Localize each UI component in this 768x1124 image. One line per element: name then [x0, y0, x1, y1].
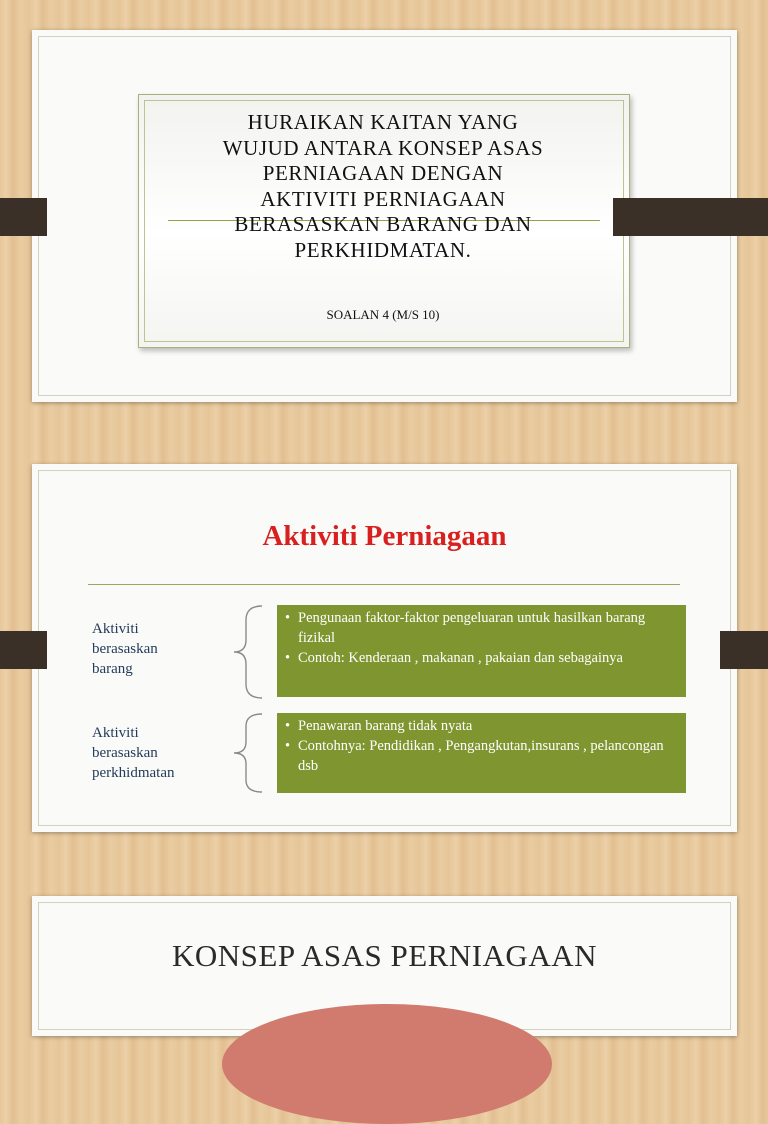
brace-icon: [232, 604, 266, 700]
slide-aktiviti: [32, 464, 737, 832]
title-line: HURAIKAN KAITAN YANG: [247, 110, 519, 134]
bullet-item: • Penawaran barang tidak nyata: [285, 716, 678, 736]
left-tab-1: [0, 198, 47, 236]
slide-heading: Aktiviti Perniagaan: [262, 520, 507, 552]
label-line: perkhidmatan: [92, 765, 175, 781]
brace-icon: [232, 712, 266, 794]
bullet-item: • Contoh: Kenderaan , makanan , pakaian dan sebagainya: [285, 648, 678, 668]
label-line: berasaskan: [92, 745, 158, 761]
content-box-perkhidmatan: [277, 713, 686, 793]
slide-heading: KONSEP ASAS PERNIAGAAN: [172, 938, 597, 973]
title-line: PERKHIDMATAN.: [294, 237, 472, 262]
label-line: berasaskan: [92, 641, 158, 657]
heading-rule: [88, 584, 680, 585]
row-label-perkhidmatan: [92, 723, 222, 783]
title-line: PERNIAGAAN DENGAN: [262, 161, 504, 185]
label-line: Aktiviti: [92, 725, 139, 741]
slide-title-text: [138, 110, 628, 263]
title-line: AKTIVITI PERNIAGAAN: [260, 186, 506, 211]
bullet-item: • Contohnya: Pendidikan , Pengangkutan,insurans , pelancongan dsb: [285, 736, 678, 776]
label-line: barang: [92, 661, 133, 677]
slide-konsep: [32, 896, 737, 1036]
left-tab-2: [0, 631, 47, 669]
title-line: BERASASKAN BARANG DAN: [234, 212, 532, 236]
concept-ellipse: [222, 1004, 552, 1124]
title-line: WUJUD ANTARA KONSEP ASAS: [222, 135, 544, 160]
right-tab-2: [720, 631, 768, 669]
right-tab-1: [613, 198, 768, 236]
bullet-item: • Pengunaan faktor-faktor pengeluaran untuk hasilkan barang fizikal: [285, 608, 678, 648]
label-line: Aktiviti: [92, 621, 139, 637]
slide-subtitle: SOALAN 4 (M/S 10): [326, 307, 440, 322]
content-box-barang: [277, 605, 686, 697]
row-label-barang: [92, 619, 222, 679]
